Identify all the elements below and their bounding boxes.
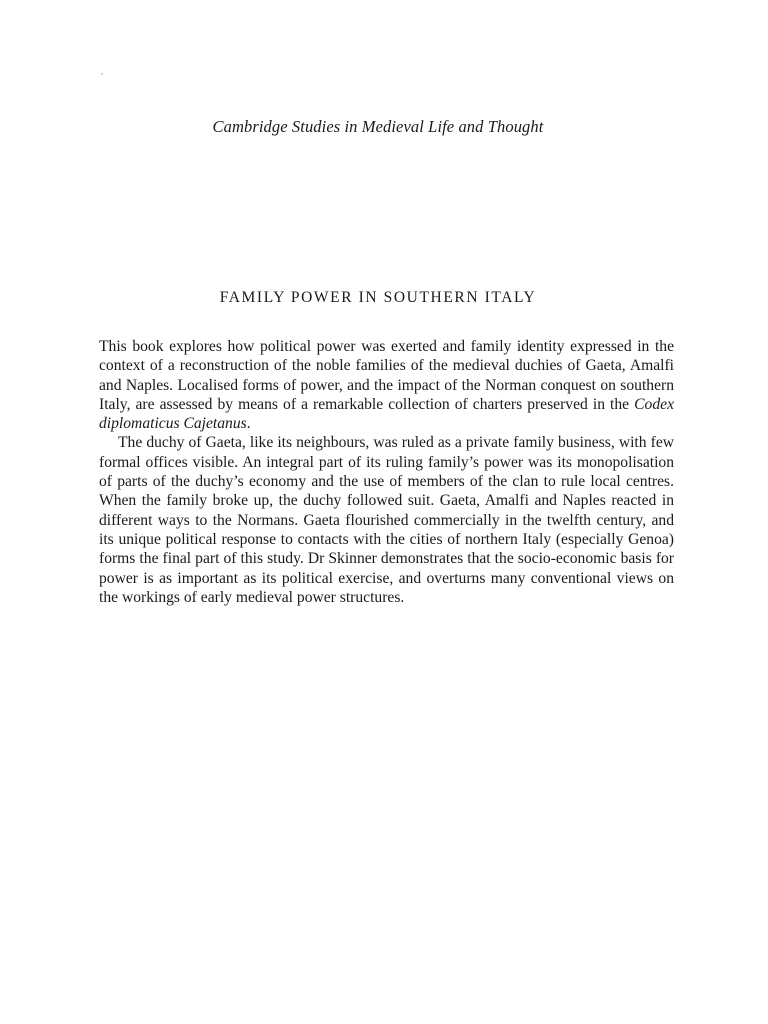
series-title: Cambridge Studies in Medieval Life and Thought	[212, 117, 544, 136]
description-paragraph-2: The duchy of Gaeta, like its neighbours, was ruled as a private family business, with few formal offices visible. An integral part of its ruling family’s power was its monopolisation of parts of the duchy’s economy and the use of members of the clan to rule local centres. When the family broke up, the duchy followed suit. Gaeta, Amalfi and Naples reacted in different ways to the Normans. Gaeta flourished commercially in the twelfth century, and its unique political response to contacts with the cities of northern Italy (especially Genoa) forms the final part of this study. Dr Skinner demonstrates that the socio-economic basis for power is as important as its political exercise, and overturns many conventional views on the workings of early medieval power structures.	[99, 434, 674, 606]
book-description	[99, 337, 674, 607]
paragraph-1-text: This book explores how political power was exerted and family identity expressed in the context of a reconstruction of the noble families of the medieval duchies of Gaeta, Amalfi and Naples. Localised forms of power, and the impact of the Norman conquest on southern Italy, are assessed by means of a remarkable collection of charters preserved in the	[99, 338, 674, 413]
scan-speck	[101, 73, 103, 75]
paragraph-1-end: .	[246, 415, 251, 433]
codex-title: Codex diplomaticus Cajetanus	[99, 395, 674, 433]
description-paragraph-1	[99, 337, 674, 433]
book-title: FAMILY POWER IN SOUTHERN ITALY	[219, 289, 537, 306]
